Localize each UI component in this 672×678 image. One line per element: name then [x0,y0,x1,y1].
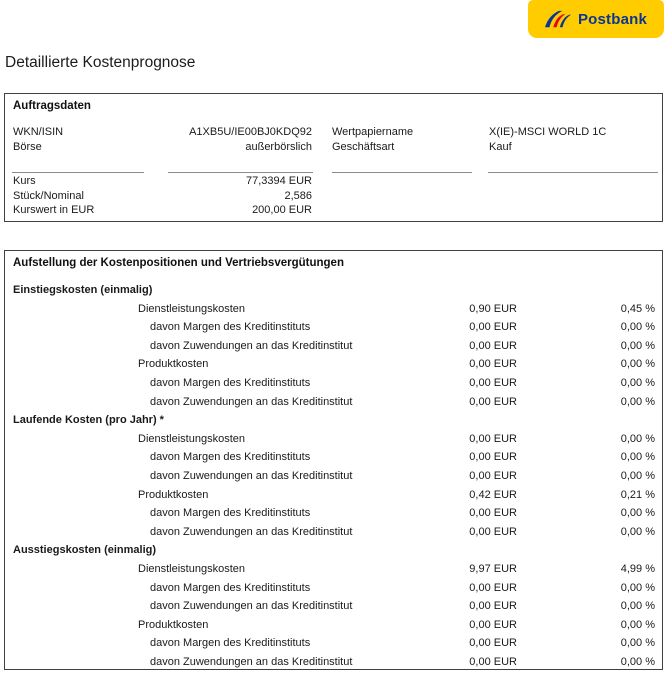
cost-row-label: davon Margen des Kreditinstituts [150,637,311,650]
cost-row-pct-value: 0,00 % [620,376,655,389]
cost-row-label: davon Margen des Kreditinstituts [150,321,311,334]
cost-row-label: davon Zuwendungen an das Kreditinstitut [150,525,353,538]
cost-row [5,560,662,579]
cost-row-pct-value: 0,21 % [620,488,655,501]
cost-row-pct-value: 0,00 % [620,395,655,408]
field-value: außerbörslich [245,140,312,153]
cost-positions-box [4,250,663,670]
order-data-box [4,93,663,222]
cost-row-label: davon Margen des Kreditinstituts [150,581,311,594]
field-value: X(IE)-MSCI WORLD 1C [489,126,607,138]
order-row [5,174,662,189]
order-row [5,140,662,155]
order-top-rows [5,125,662,154]
cost-row-eur-value: 0,00 EUR [469,600,517,613]
costs-box-title: Aufstellung der Kostenpositionen und Vertriebsvergütungen [13,257,344,269]
order-row [5,189,662,204]
cost-row-pct-value: 4,99 % [620,562,655,575]
cost-row-eur-value: 0,00 EUR [469,581,517,594]
order-bottom-rows [5,174,662,218]
cost-row-label: davon Margen des Kreditinstituts [150,451,311,464]
cost-row [5,374,662,393]
cost-row-pct-value: 0,00 % [620,581,655,594]
cost-row-pct-value: 0,00 % [620,321,655,334]
cost-row-label: Produktkosten [138,488,209,501]
postbank-logo-text: Postbank [577,10,648,28]
cost-row [5,616,662,635]
cost-row-label: davon Zuwendungen an das Kreditinstitut [150,395,353,408]
cost-row [5,355,662,374]
cost-row [5,504,662,523]
field-value: 77,3394 EUR [245,175,312,187]
postbank-logo-icon [545,10,571,29]
cost-row-pct-value: 0,00 % [620,469,655,482]
cost-row-label: davon Zuwendungen an das Kreditinstitut [150,469,353,482]
cost-row-pct-value: 0,45 % [620,302,655,315]
cost-row-label: davon Zuwendungen an das Kreditinstitut [150,655,353,668]
page-title: Detaillierte Kostenprognose [5,54,196,71]
cost-row-label: davon Zuwendungen an das Kreditinstitut [150,600,353,613]
cost-row-eur-value: 0,00 EUR [469,525,517,538]
order-row [5,203,662,218]
column-separator [488,172,658,173]
cost-row-eur-value: 0,00 EUR [469,507,517,520]
cost-row-eur-value: 0,00 EUR [469,451,517,464]
cost-row-label: davon Margen des Kreditinstituts [150,376,311,389]
cost-row-pct-value: 0,00 % [620,637,655,650]
cost-row [5,337,662,356]
cost-row-pct-value: 0,00 % [620,358,655,371]
order-row [5,125,662,140]
cost-row-label: Dienstleistungskosten [138,562,246,575]
cost-row-pct-value: 0,00 % [620,655,655,668]
cost-row [5,579,662,598]
cost-row-pct-value: 0,00 % [620,451,655,464]
cost-row-eur-value: 0,00 EUR [469,618,517,631]
cost-row-label: Produktkosten [138,358,209,371]
cost-row-pct-value: 0,00 % [620,507,655,520]
cost-row [5,448,662,467]
cost-row-eur-value: 9,97 EUR [469,562,517,575]
column-separator [168,172,313,173]
field-value: 200,00 EUR [252,204,312,217]
field-label: Stück/Nominal [13,189,84,202]
cost-row-pct-value: 0,00 % [620,600,655,613]
cost-row-label: Produktkosten [138,618,209,631]
cost-row [5,486,662,505]
column-separator [12,172,144,173]
cost-row [5,523,662,542]
cost-row [5,597,662,616]
cost-row-label: Dienstleistungskosten [138,432,246,445]
cost-row [5,300,662,319]
cost-row [5,430,662,449]
cost-sections [5,281,662,671]
field-label: Kurs [13,175,36,187]
cost-row-pct-value: 0,00 % [620,618,655,631]
cost-row-pct-value: 0,00 % [620,339,655,352]
postbank-logo [528,0,664,38]
cost-row-pct-value: 0,00 % [620,525,655,538]
cost-row [5,393,662,412]
field-label: Börse [13,140,42,153]
cost-row-eur-value: 0,00 EUR [469,469,517,482]
field-label: WKN/ISIN [13,126,64,138]
order-box-title: Auftragsdaten [13,100,91,112]
cost-row-pct-value: 0,00 % [620,432,655,445]
cost-row-eur-value: 0,00 EUR [469,655,517,668]
cost-row [5,467,662,486]
cost-row-eur-value: 0,00 EUR [469,376,517,389]
cost-section-heading: Einstiegskosten (einmalig) [13,284,153,296]
field-label: Geschäftsart [332,140,395,153]
field-label: Kurswert in EUR [13,204,95,217]
cost-row [5,634,662,653]
cost-row-eur-value: 0,00 EUR [469,637,517,650]
cost-row-eur-value: 0,00 EUR [469,321,517,334]
field-label: Wertpapiername [332,126,414,138]
cost-row-eur-value: 0,00 EUR [469,395,517,408]
cost-row [5,653,662,672]
cost-row-label: davon Zuwendungen an das Kreditinstitut [150,339,353,352]
cost-row-eur-value: 0,00 EUR [469,358,517,371]
field-value: Kauf [489,140,512,153]
cost-row-eur-value: 0,42 EUR [469,488,517,501]
cost-row-label: Dienstleistungskosten [138,302,246,315]
cost-section-heading: Ausstiegskosten (einmalig) [13,544,157,557]
cost-row-eur-value: 0,00 EUR [469,339,517,352]
column-separator [332,172,472,173]
cost-row-eur-value: 0,90 EUR [469,302,517,315]
cost-row [5,318,662,337]
field-value: 2,586 [284,189,312,202]
cost-row-label: davon Margen des Kreditinstituts [150,507,311,520]
cost-section-heading: Laufende Kosten (pro Jahr) * [13,414,164,427]
field-value: A1XB5U/IE00BJ0KDQ92 [189,126,312,138]
cost-row-eur-value: 0,00 EUR [469,432,517,445]
